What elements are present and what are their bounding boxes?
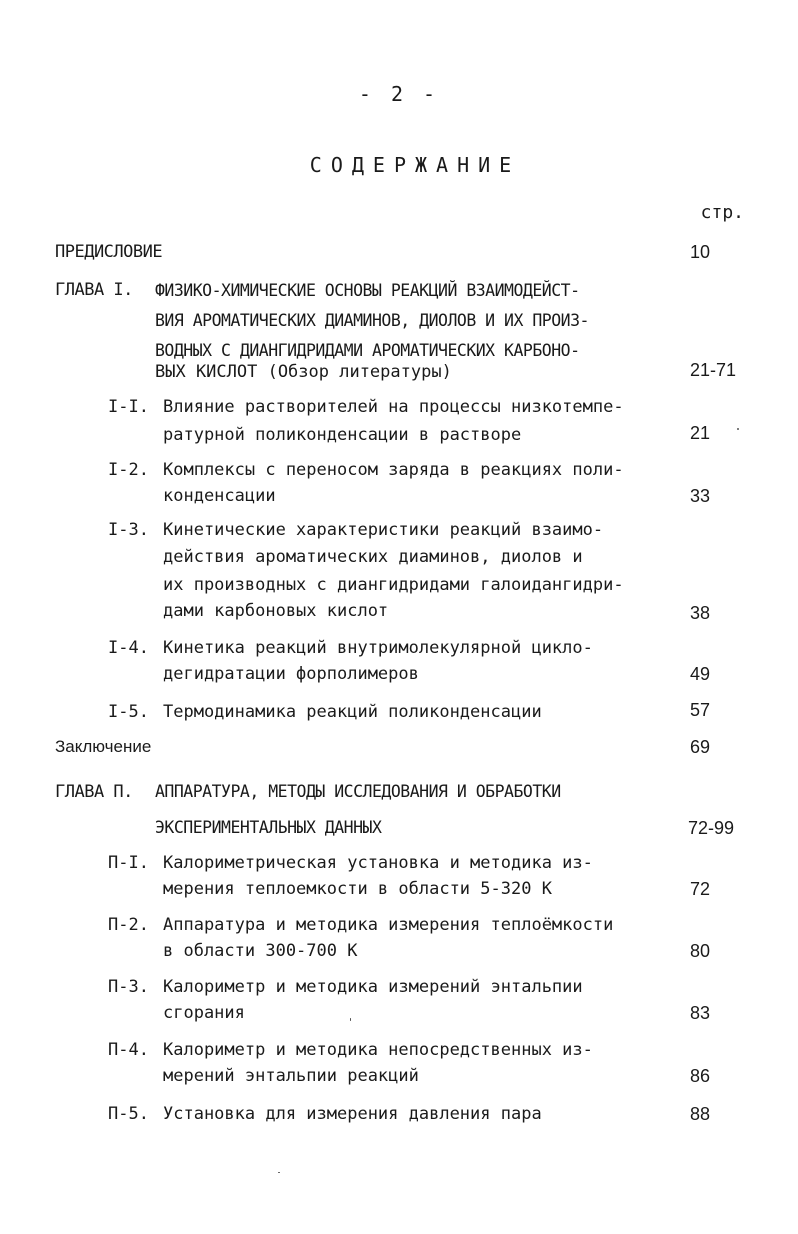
section-number: П-3. [108, 977, 149, 997]
entry-line: Установка для измерения давления пара [163, 1104, 542, 1124]
entry-line: Калориметрическая установка и методика из- [163, 853, 593, 873]
entry-page: 10 [690, 242, 711, 262]
entry-line: Аппаратура и методика измерения теплоёмкости [163, 915, 614, 935]
entry-page: 72-99 [688, 818, 735, 838]
entry-line: Кинетические характеристики реакций взаимо- [163, 520, 604, 540]
section-number: П-4. [108, 1040, 149, 1060]
entry-line: ВЫХ КИСЛОТ (Обзор литературы) [155, 362, 452, 382]
entry-page: 21-71 [690, 360, 737, 380]
entry-line: Комплексы с переносом заряда в реакциях поли- [163, 460, 624, 480]
entry-line: Калориметр и методика измерений энтальпии [163, 977, 583, 997]
entry-line: дами карбоновых кислот [163, 601, 389, 621]
chapter-label: ГЛАВА I. [55, 280, 133, 300]
section-number: П-2. [108, 915, 149, 935]
section-number: I-4. [108, 638, 149, 658]
scan-speck [278, 1172, 280, 1173]
section-number: I-3. [108, 520, 149, 540]
scan-speck [737, 428, 739, 430]
entry-line: в области 300-700 К [163, 941, 358, 961]
section-number: I-I. [108, 397, 149, 417]
entry-page: 57 [690, 700, 711, 720]
entry-page: 88 [690, 1104, 711, 1124]
section-number: I-2. [108, 460, 149, 480]
entry-line: дегидратации форполимеров [163, 664, 419, 684]
entry-page: 49 [690, 664, 711, 684]
scan-speck [350, 1018, 351, 1021]
entry-line: ВИЯ АРОМАТИЧЕСКИХ ДИАМИНОВ, ДИОЛОВ И ИХ ПРОИЗ- [155, 311, 589, 330]
entry-page: 83 [690, 1003, 711, 1023]
entry-line: мерений энтальпии реакций [163, 1066, 419, 1086]
entry-line: Калориметр и методика непосредственных из- [163, 1040, 593, 1060]
entry-line: Влияние растворителей на процессы низкотемпе- [163, 397, 624, 417]
entry-page: 21 [690, 423, 711, 443]
chapter-label: ГЛАВА П. [55, 782, 133, 802]
entry-line: Кинетика реакций внутримолекулярной цикло- [163, 638, 593, 658]
entry-line: ВОДНЫХ С ДИАНГИДРИДАМИ АРОМАТИЧЕСКИХ КАРБОНО- [155, 341, 580, 360]
entry-line: ратурной поликонденсации в растворе [163, 425, 522, 445]
entry-page: 86 [690, 1066, 711, 1086]
entry-line: Термодинамика реакций поликонденсации [163, 702, 542, 722]
entry-title: ПРЕДИСЛОВИЕ [55, 242, 163, 262]
entry-line: конденсации [163, 486, 276, 506]
section-number: П-I. [108, 853, 149, 873]
entry-page: 69 [690, 737, 711, 757]
entry-line: действия ароматических диаминов, диолов и [163, 547, 583, 567]
entry-line: сгорания [163, 1003, 245, 1023]
entry-line: АППАРАТУРА, МЕТОДЫ ИССЛЕДОВАНИЯ И ОБРАБОТКИ [155, 782, 561, 801]
entry-line: мерения теплоемкости в области 5-320 К [163, 879, 552, 899]
page-number: - 2 - [358, 82, 440, 106]
pages-column-label: стр. [700, 202, 744, 223]
entry-line: ФИЗИКО-ХИМИЧЕСКИЕ ОСНОВЫ РЕАКЦИЙ ВЗАИМОДЕЙСТ- [155, 281, 580, 300]
entry-page: 72 [690, 879, 711, 899]
entry-page: 38 [690, 603, 711, 623]
entry-title: Заключение [55, 737, 152, 756]
entry-page: 33 [690, 486, 711, 506]
section-number: I-5. [108, 702, 149, 722]
toc-title: СОДЕРЖАНИЕ [309, 153, 521, 177]
entry-line: их производных с диангидридами галоидангидри- [163, 575, 624, 595]
entry-line: ЭКСПЕРИМЕНТАЛЬНЫХ ДАННЫХ [155, 818, 382, 837]
section-number: П-5. [108, 1104, 149, 1124]
entry-page: 80 [690, 941, 711, 961]
